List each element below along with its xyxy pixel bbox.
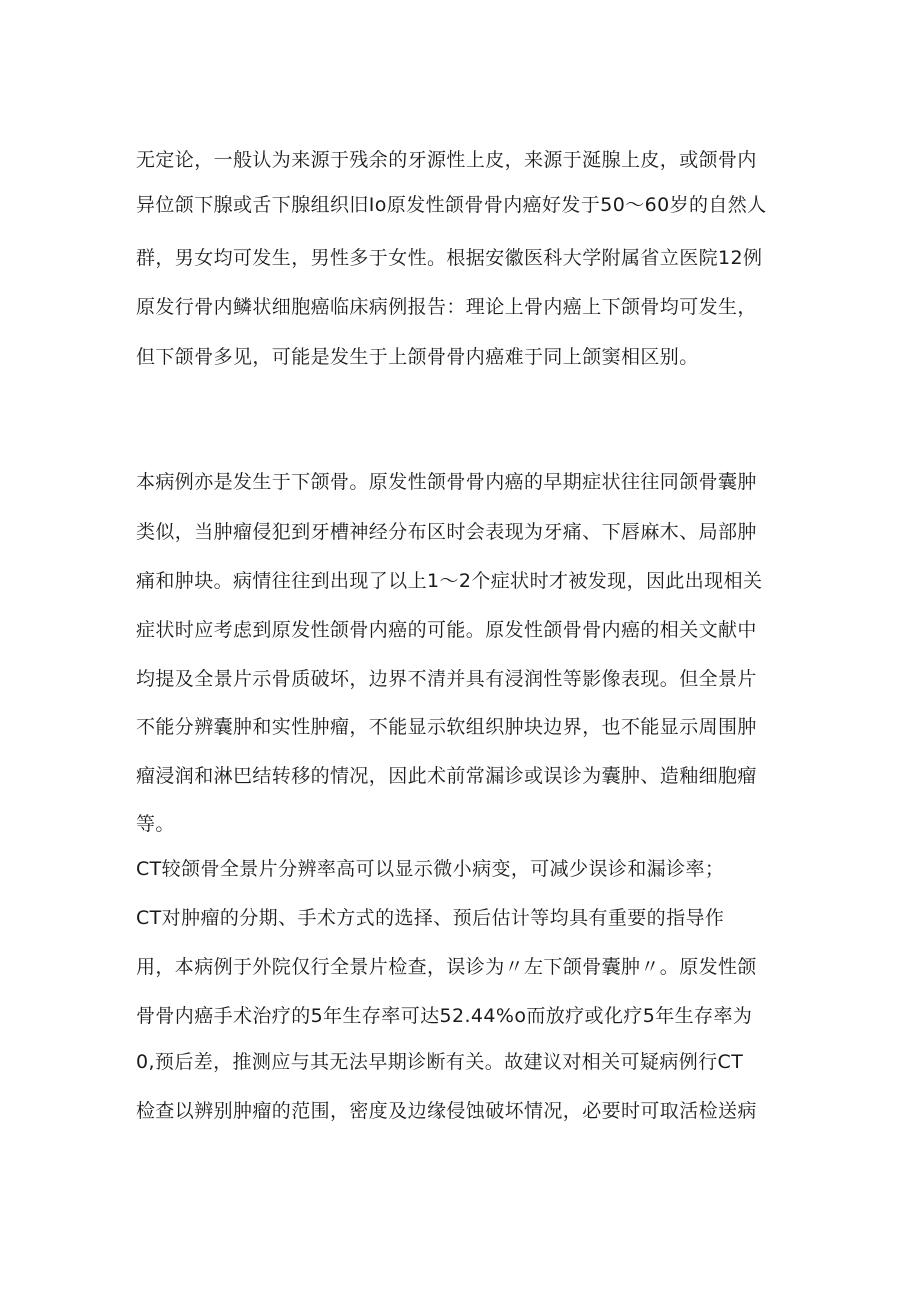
paragraph-1-line-3: 群，男女均可发生，男性多于女性。根据安徽医科大学附属省立医院12例 [136, 247, 763, 269]
paragraph-2-line-3: 痛和肿块。病情往往到出现了以上1～2个症状时才被发现，因此出现相关 [136, 570, 763, 592]
paragraph-1-line-4: 原发行骨内鳞状细胞癌临床病例报告：理论上骨内癌上下颌骨均可发生， [136, 296, 757, 318]
paragraph-2-line-2: 类似，当肿瘤侵犯到牙槽神经分布区时会表现为牙痛、下唇麻木、局部肿 [136, 521, 757, 543]
paragraph-4-line-1: CT对肿瘤的分期、手术方式的选择、预后估计等均具有重要的指导作 [136, 907, 725, 929]
paragraph-2-line-7: 瘤浸润和淋巴结转移的情况，因此术前常漏诊或误诊为囊肿、造釉细胞瘤 [136, 765, 757, 787]
paragraph-4-line-5: 检查以辨别肿瘤的范围，密度及边缘侵蚀破坏情况，必要时可取活检送病 [136, 1100, 757, 1122]
paragraph-2-line-5: 均提及全景片示骨质破坏，边界不清并具有浸润性等影像表现。但全景片 [136, 668, 757, 690]
paragraph-1-line-5: 但下颌骨多见，可能是发生于上颌骨骨内癌难于同上颌窦相区别。 [136, 346, 699, 368]
paragraph-2-line-6: 不能分辨囊肿和实性肿瘤，不能显示软组织肿块边界，也不能显示周围肿 [136, 716, 757, 738]
paragraph-3-line-1: CT较颌骨全景片分辨率高可以显示微小病变，可减少误诊和漏诊率； [136, 858, 725, 880]
paragraph-4-line-3: 骨骨内癌手术治疗的5年生存率可达52.44%o而放疗或化疗5年生存率为 [136, 1005, 753, 1027]
paragraph-1-line-1: 无定论，一般认为来源于残余的牙源性上皮，来源于涎腺上皮，或颌骨内 [136, 149, 757, 171]
paragraph-1-line-2: 异位颌下腺或舌下腺组织旧Io原发性颌骨骨内癌好发于50～60岁的自然人 [136, 194, 767, 216]
paragraph-2-line-4: 症状时应考虑到原发性颌骨内癌的可能。原发性颌骨骨内癌的相关文献中 [136, 619, 757, 641]
paragraph-4-line-2: 用，本病例于外院仅行全景片检查，误诊为〃左下颌骨囊肿〃。原发性颌 [136, 956, 757, 978]
paragraph-2-line-8: 等。 [136, 813, 175, 835]
paragraph-2-line-1: 本病例亦是发生于下颌骨。原发性颌骨骨内癌的早期症状往往同颌骨囊肿 [136, 471, 757, 493]
paragraph-4-line-4: 0,预后差，推测应与其无法早期诊断有关。故建议对相关可疑病例行CT [136, 1051, 744, 1073]
